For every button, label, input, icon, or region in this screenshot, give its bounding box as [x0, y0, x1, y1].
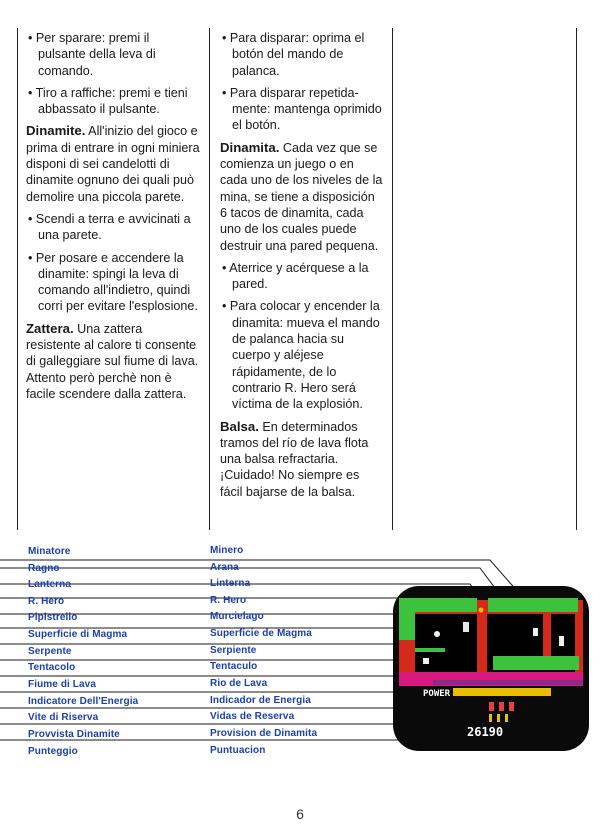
- label-magma: Superficie di Magma: [28, 629, 128, 640]
- label-energy: Indicador de Energia: [210, 695, 311, 706]
- dynamite-stick-icon: [497, 714, 500, 722]
- label-hero: R. Hero: [28, 596, 65, 607]
- dynamite-stick-icon: [489, 714, 492, 722]
- label-lantern: Lanterna: [28, 579, 72, 590]
- label-dynamite: Provvista Dinamite: [28, 729, 120, 740]
- reserve-life-icon: [489, 702, 494, 711]
- dynamite-text: All'inizio del gioco e prima di entrare in ogni miniera disponi di sei candelotti di dinamite ognuno dei quali può demolire una piccola parete.: [26, 124, 200, 204]
- label-snake: Serpiente: [210, 645, 257, 656]
- label-tentacle: Tentacolo: [28, 662, 76, 673]
- label-spider: Arana: [210, 562, 239, 573]
- label-lives: Vite di Riserva: [28, 712, 99, 723]
- label-lantern: Linterna: [210, 578, 251, 589]
- label-dynamite: Provision de Dinamita: [210, 728, 318, 739]
- bat-sprite: [434, 631, 440, 637]
- dynamite-stick-icon: [505, 714, 508, 722]
- dynamite-heading: Dinamite.: [26, 123, 86, 139]
- bullet-land: • Scendi a terra e avvicinati a una parete.: [28, 211, 191, 243]
- label-snake: Serpente: [28, 646, 72, 657]
- lantern-sprite: [479, 608, 484, 613]
- page-number: 6: [296, 806, 304, 822]
- label-energy: Indicatore Dell'Energia: [28, 696, 139, 707]
- label-bat: Pipistrello: [28, 612, 78, 623]
- label-lava: Fiume di Lava: [28, 679, 96, 690]
- score-display: 26190: [467, 725, 504, 739]
- reserve-life-icon: [499, 702, 504, 711]
- game-scene: [393, 586, 589, 751]
- power-label: POWER: [423, 689, 451, 699]
- bullet-fire: • Para disparar: oprima el botón del mando de palanca.: [222, 31, 365, 78]
- raft-heading: Zattera.: [26, 320, 74, 336]
- bullet-place-dynamite: • Per posare e accendere la dinamite: spingi la leva di comando all'indietro, quindi corri per evitare l'esplosione.: [28, 250, 198, 314]
- label-hero: R. Hero: [210, 595, 247, 606]
- label-lives: Vidas de Reserva: [210, 711, 295, 722]
- raft-text: En determinados tramos del río de lava flota una balsa refractaria. ¡Cuidado! No siempre es fácil bajarse de la balsa.: [220, 419, 369, 499]
- label-miner: Minero: [210, 545, 244, 556]
- label-miner: Minatore: [28, 546, 71, 557]
- power-bar: [453, 688, 551, 696]
- bullet-land: • Aterrice y acérquese a la pared.: [222, 260, 369, 292]
- label-tentacle: Tentaculo: [210, 661, 258, 672]
- miner-sprite: [559, 636, 564, 646]
- label-score: Punteggio: [28, 746, 78, 757]
- label-lava: Rio de Lava: [210, 678, 268, 689]
- label-score: Puntuacion: [210, 745, 266, 756]
- label-magma: Superficie de Magma: [210, 628, 312, 639]
- tentacle-sprite: [423, 658, 429, 664]
- dynamite-text: Cada vez que se comienza un juego o en cada uno de los niveles de la mina, se tiene a disposición 6 tacos de dinamita, cada uno de los cuales puede destruir una pared pequena.: [220, 140, 383, 253]
- bullet-rapid-fire: • Para disparar repetida-mente: mantenga oprimido el botón.: [222, 85, 382, 133]
- bullet-fire: • Per sparare: premi il pulsante della leva di comando.: [28, 31, 156, 78]
- raft-text: Una zattera resistente al calore ti consente di galleggiare sul fiume di lava. Attento però perchè non è facile scendere dalla zattera.: [26, 321, 199, 401]
- bullet-rapid-fire: • Tiro a raffiche: premi e tieni abbassato il pulsante.: [28, 85, 188, 117]
- label-spider: Ragno: [28, 563, 60, 574]
- spider-sprite: [533, 628, 538, 636]
- reserve-life-icon: [509, 702, 514, 711]
- bullet-place-dynamite: • Para colocar y encender la dinamita: mueva el mando de palanca hacia su cuerpo y aléjese rápidamente, de lo contrario R. Hero será víctima de la explosión.: [222, 299, 380, 412]
- dynamite-heading: Dinamita.: [220, 139, 280, 155]
- label-bat: Murcielago: [210, 611, 264, 622]
- hero-sprite: [463, 622, 469, 632]
- game-screen: [393, 586, 589, 751]
- raft-heading: Balsa.: [220, 418, 259, 434]
